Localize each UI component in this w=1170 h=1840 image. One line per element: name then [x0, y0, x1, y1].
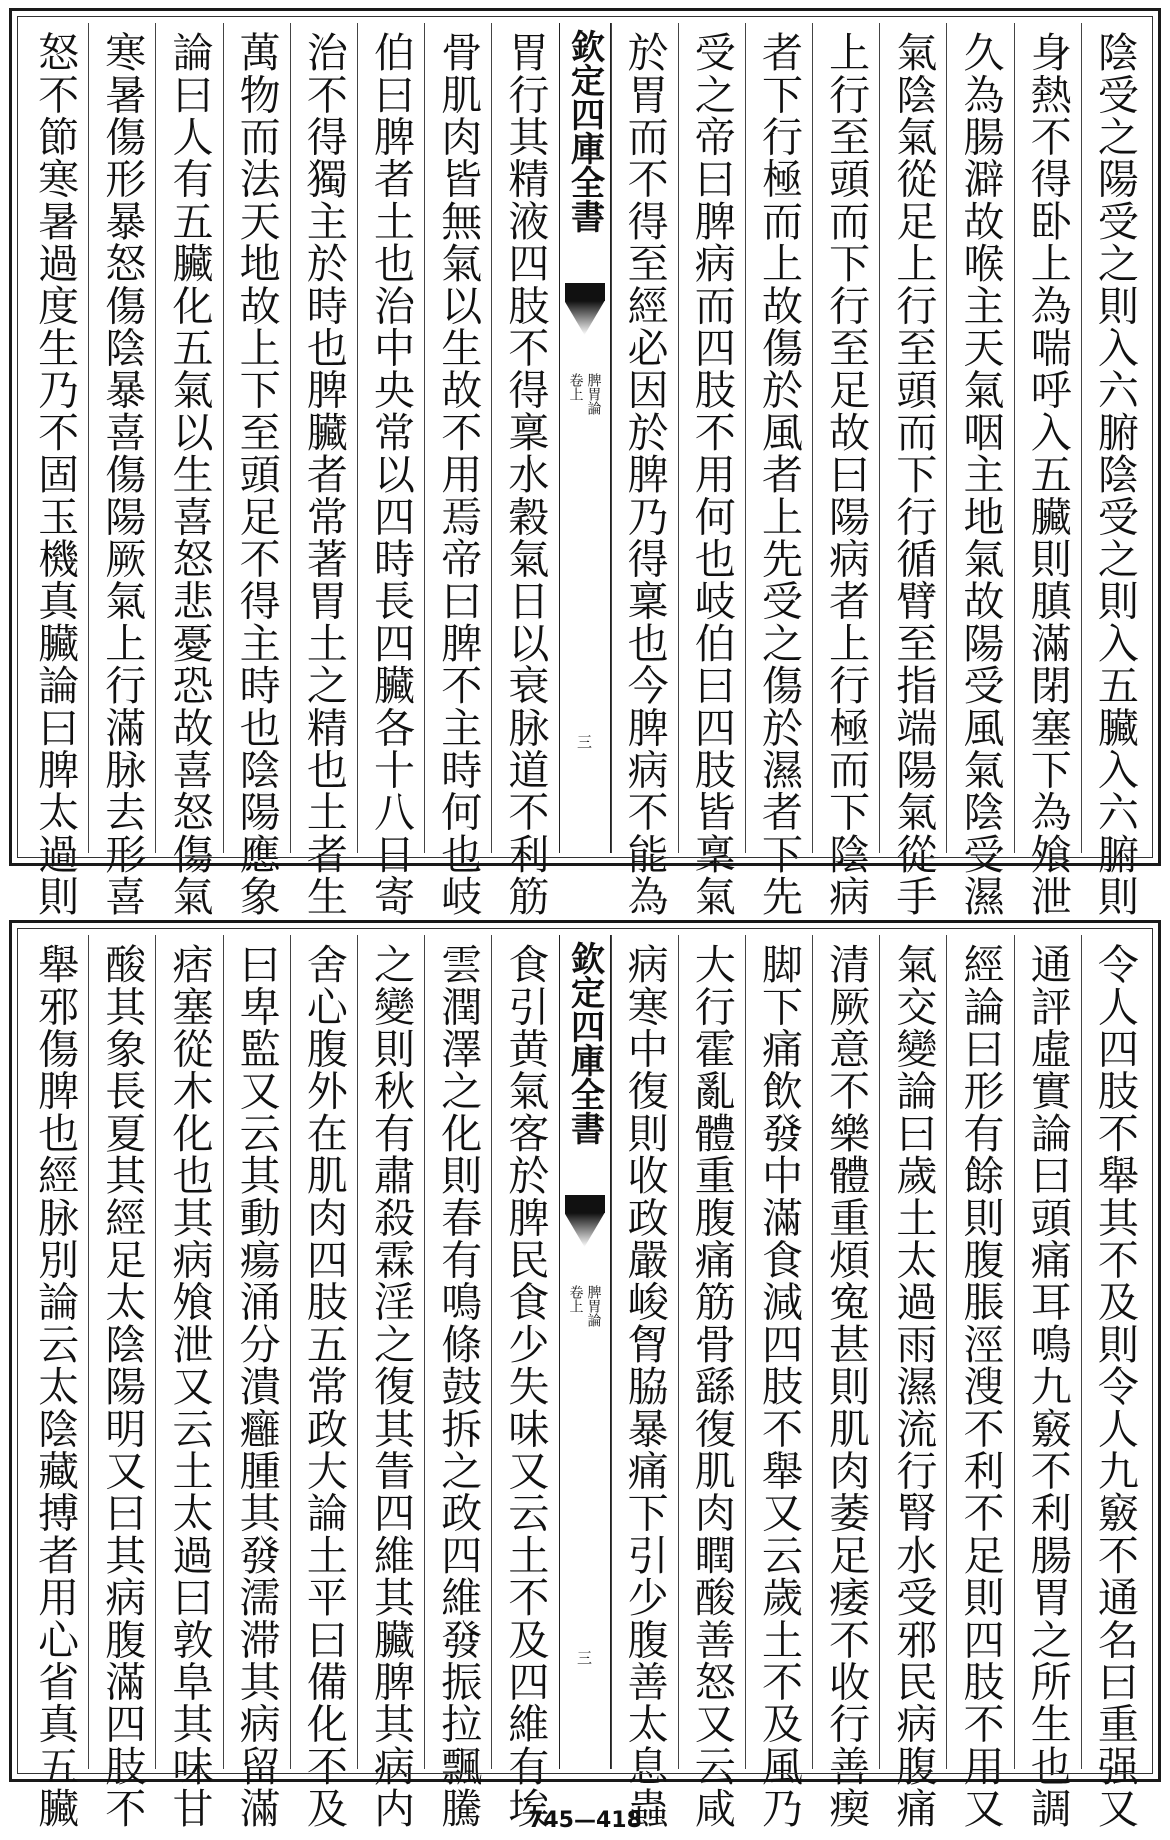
text-column	[1081, 23, 1148, 918]
column-text: 雲潤澤之化則春有鳴條鼓拆之政四維發振拉飄騰	[434, 943, 483, 1830]
text-column	[424, 935, 491, 1830]
column-text: 食引黄氣客於脾民食少失味又云土不及四維有埃	[501, 943, 550, 1830]
text-column	[812, 23, 879, 918]
column-text: 於胃而不得至經必因於脾乃得稟也今脾病不能為	[620, 31, 669, 918]
book-header: 欽定四庫全書	[564, 29, 605, 233]
text-column	[290, 935, 357, 1830]
volume-label: 卷上	[567, 373, 584, 401]
column-text: 痞塞從木化也其病飧泄又云土太過曰敦阜其味甘	[165, 943, 214, 1830]
text-column	[745, 935, 812, 1830]
column-text: 久為腸澼故喉主天氣咽主地氣故陽受風氣陰受濕	[956, 31, 1005, 918]
column-text: 令人四肢不舉其不及則令人九竅不通名曰重强又	[1090, 943, 1139, 1830]
text-column	[946, 935, 1013, 1830]
text-column	[491, 23, 558, 918]
column-text: 陰受之陽受之則入六腑陰受之則入五臟入六腑則	[1090, 31, 1139, 918]
text-column	[88, 23, 155, 918]
fishtail-mark-icon	[563, 283, 607, 343]
text-column	[223, 23, 290, 918]
column-text: 病寒中復則收政嚴峻胷脇暴痛下引少腹善太息蟲	[620, 943, 669, 1830]
text-column	[491, 935, 558, 1830]
text-column	[22, 935, 88, 1830]
text-column	[88, 935, 155, 1830]
book-title-label: 脾胃論	[585, 373, 602, 415]
page-footer-number: 745—418	[528, 1808, 642, 1833]
column-text: 經論曰形有餘則腹脹涇溲不利不足則四肢不用又	[956, 943, 1005, 1830]
column-text: 受之帝曰脾病而四肢不用何也岐伯曰四肢皆稟氣	[687, 31, 736, 918]
column-text: 舉邪傷脾也經脉別論云太陰藏搏者用心省真五臟	[31, 943, 80, 1830]
text-column	[290, 23, 357, 918]
fold-labels	[560, 1285, 610, 1327]
text-column	[879, 935, 946, 1830]
text-column	[357, 935, 424, 1830]
column-text: 怒不節寒暑過度生乃不固玉機真臟論曰脾太過則	[31, 31, 80, 918]
column-text: 舍心腹外在肌肉四肢五常政大論土平曰備化不及	[299, 943, 348, 1830]
text-column	[155, 23, 222, 918]
text-column	[678, 935, 745, 1830]
book-title-label: 脾胃論	[585, 1285, 602, 1327]
text-column	[611, 23, 678, 918]
column-text: 通評虛實論曰頭痛耳鳴九竅不利腸胃之所生也調	[1023, 943, 1072, 1830]
text-column	[1014, 935, 1081, 1830]
text-column	[22, 23, 88, 918]
book-header: 欽定四庫全書	[564, 941, 605, 1145]
text-column	[745, 23, 812, 918]
column-text: 脚下痛飲發中滿食減四肢不舉又云歲土不及風乃	[754, 943, 803, 1830]
text-column	[1081, 935, 1148, 1830]
column-text: 論曰人有五臟化五氣以生喜怒悲憂恐故喜怒傷氣	[165, 31, 214, 918]
text-column	[155, 935, 222, 1830]
column-text: 治不得獨主於時也脾臟者常著胃土之精也土者生	[299, 31, 348, 918]
column-text: 大行霍亂體重腹痛筋骨繇復肌肉瞤酸善怒又云咸	[687, 943, 736, 1830]
center-fold	[559, 935, 611, 1769]
text-column	[357, 23, 424, 918]
leaf-number: 三	[576, 733, 592, 751]
column-text: 者下行極而上故傷於風者上先受之傷於濕者下先	[754, 31, 803, 918]
text-column	[812, 935, 879, 1830]
text-column	[424, 23, 491, 918]
column-text: 寒暑傷形暴怒傷陰暴喜傷陽厥氣上行滿脉去形喜	[98, 31, 147, 918]
column-text: 氣陰氣從足上行至頭而下行循臂至指端陽氣從手	[889, 31, 938, 918]
text-column	[1014, 23, 1081, 918]
column-text: 身熱不得卧上為喘呼入五臟則䐜滿閉塞下為飧泄	[1023, 31, 1072, 918]
column-text: 曰卑監又云其動瘍涌分潰癰腫其發濡滞其病留滿	[232, 943, 281, 1830]
leaf-number: 三	[576, 1649, 592, 1667]
fold-labels	[560, 373, 610, 415]
column-text: 上行至頭而下行至足故曰陽病者上行極而下陰病	[822, 31, 871, 918]
column-text: 伯曰脾者土也治中央常以四時長四臟各十八日寄	[367, 31, 416, 918]
volume-label: 卷上	[567, 1285, 584, 1313]
text-column	[946, 23, 1013, 918]
column-text: 酸其象長夏其經足太陰陽明又曰其病腹滿四肢不	[98, 943, 147, 1830]
center-fold	[559, 23, 611, 853]
top-page	[9, 8, 1161, 918]
fishtail-mark-icon	[563, 1195, 607, 1255]
text-column	[678, 23, 745, 918]
column-text: 萬物而法天地故上下至頭足不得主時也陰陽應象	[232, 31, 281, 918]
column-text: 清厥意不樂體重煩寃甚則肌肉萎足痿不收行善瘈	[822, 943, 871, 1830]
column-text: 之變則秋有肅殺霖淫之復其眚四維其臟脾其病内	[367, 943, 416, 1830]
text-column	[223, 935, 290, 1830]
text-column	[879, 23, 946, 918]
column-text: 氣交變論曰歲土太過雨濕流行腎水受邪民病腹痛	[889, 943, 938, 1830]
text-column	[611, 935, 678, 1830]
column-text: 骨肌肉皆無氣以生故不用焉帝曰脾不主時何也岐	[434, 31, 483, 918]
column-text: 胃行其精液四肢不得稟水穀氣日以衰脉道不利筋	[501, 31, 550, 918]
